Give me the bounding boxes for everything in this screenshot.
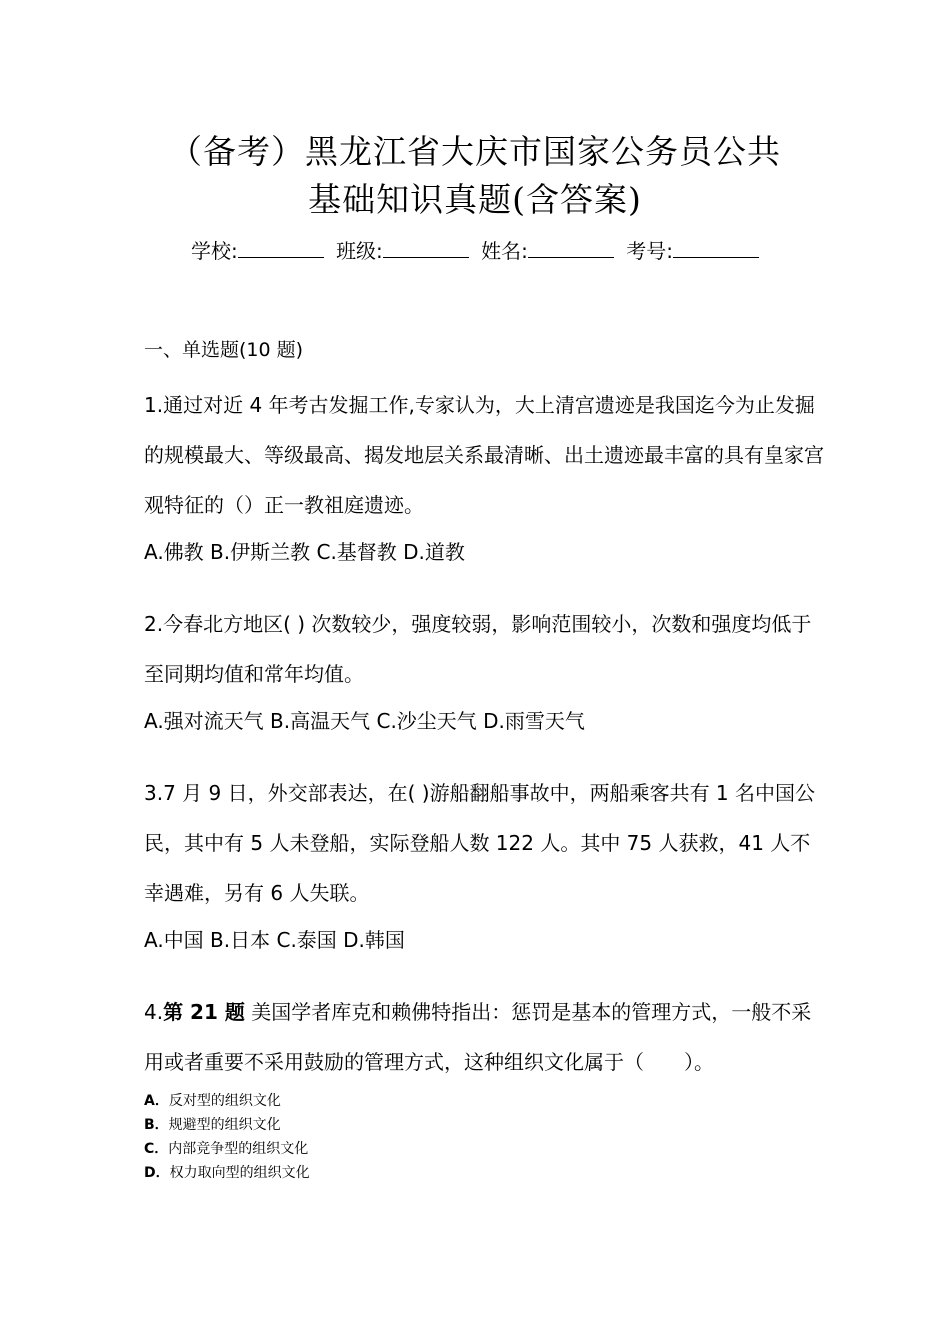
field-class (336, 236, 469, 266)
option-d (144, 1161, 824, 1185)
question-options: A.强对流天气 B.高温天气 C.沙尘天气 D.雨雪天气 (144, 709, 585, 733)
question-4 (144, 987, 824, 1185)
field-name-label: 姓名: (481, 239, 528, 263)
question-4-options (144, 1089, 824, 1185)
option-a (144, 1089, 824, 1113)
title-line-1: （备考）黑龙江省大庆市国家公务员公共 (169, 132, 781, 171)
field-name (481, 236, 614, 266)
field-class-label: 班级: (336, 239, 383, 263)
question-options: A.中国 B.日本 C.泰国 D.韩国 (144, 928, 405, 952)
option-letter: C． (144, 1141, 169, 1157)
option-text: 反对型的组织文化 (168, 1093, 281, 1109)
question-3 (144, 768, 824, 960)
field-exam-number (626, 236, 759, 266)
question-options: A.佛教 B.伊斯兰教 C.基督教 D.道教 (144, 540, 465, 564)
option-letter: D． (144, 1165, 170, 1181)
option-letter: A． (144, 1093, 169, 1109)
question-number: 4. (144, 1000, 164, 1024)
option-text: 权力取向型的组织文化 (169, 1165, 310, 1181)
question-1 (144, 380, 824, 572)
document-title (0, 128, 950, 224)
field-school (191, 236, 324, 266)
question-label: 第 21 题 (163, 1000, 245, 1024)
field-exam-number-blank (673, 239, 759, 258)
question-2 (144, 599, 824, 741)
question-text: 2.今春北方地区( ) 次数较少，强度较弱，影响范围较小，次数和强度均低于至同期均值和常年均值。 (144, 612, 812, 686)
title-line-2: 基础知识真题(含答案) (308, 180, 642, 219)
option-letter: B． (144, 1117, 169, 1133)
field-school-label: 学校: (190, 239, 238, 263)
field-exam-number-label: 考号: (626, 239, 674, 263)
question-content (144, 330, 824, 1185)
question-text (144, 987, 824, 1087)
field-name-blank (528, 239, 614, 258)
option-text: 规避型的组织文化 (168, 1117, 281, 1133)
question-body: 美国学者库克和赖佛特指出：惩罚是基本的管理方式，一般不采用或者重要不采用鼓励的管理方式，这种组织文化属于（ ）。 (144, 1000, 812, 1074)
field-school-blank (238, 239, 324, 258)
option-text: 内部竞争型的组织文化 (168, 1141, 309, 1157)
option-c (144, 1137, 824, 1161)
option-b (144, 1113, 824, 1137)
section-heading: 一、单选题(10 题) (144, 339, 304, 361)
student-info-fields (0, 236, 950, 266)
question-text: 1.通过对近 4 年考古发掘工作,专家认为，大上清宫遗迹是我国迄今为止发掘的规模最大、等级最高、揭发地层关系最清晰、出土遗迹最丰富的具有皇家宫观特征的（）正一教祖庭遗迹。 (144, 393, 824, 517)
question-text: 3.7 月 9 日，外交部表达，在( )游船翻船事故中，两船乘客共有 1 名中国公民，其中有 5 人未登船，实际登船人数 122 人。其中 75 人获救，41 人不幸遇难，另有 6 人失联。 (144, 781, 816, 905)
field-class-blank (383, 239, 469, 258)
